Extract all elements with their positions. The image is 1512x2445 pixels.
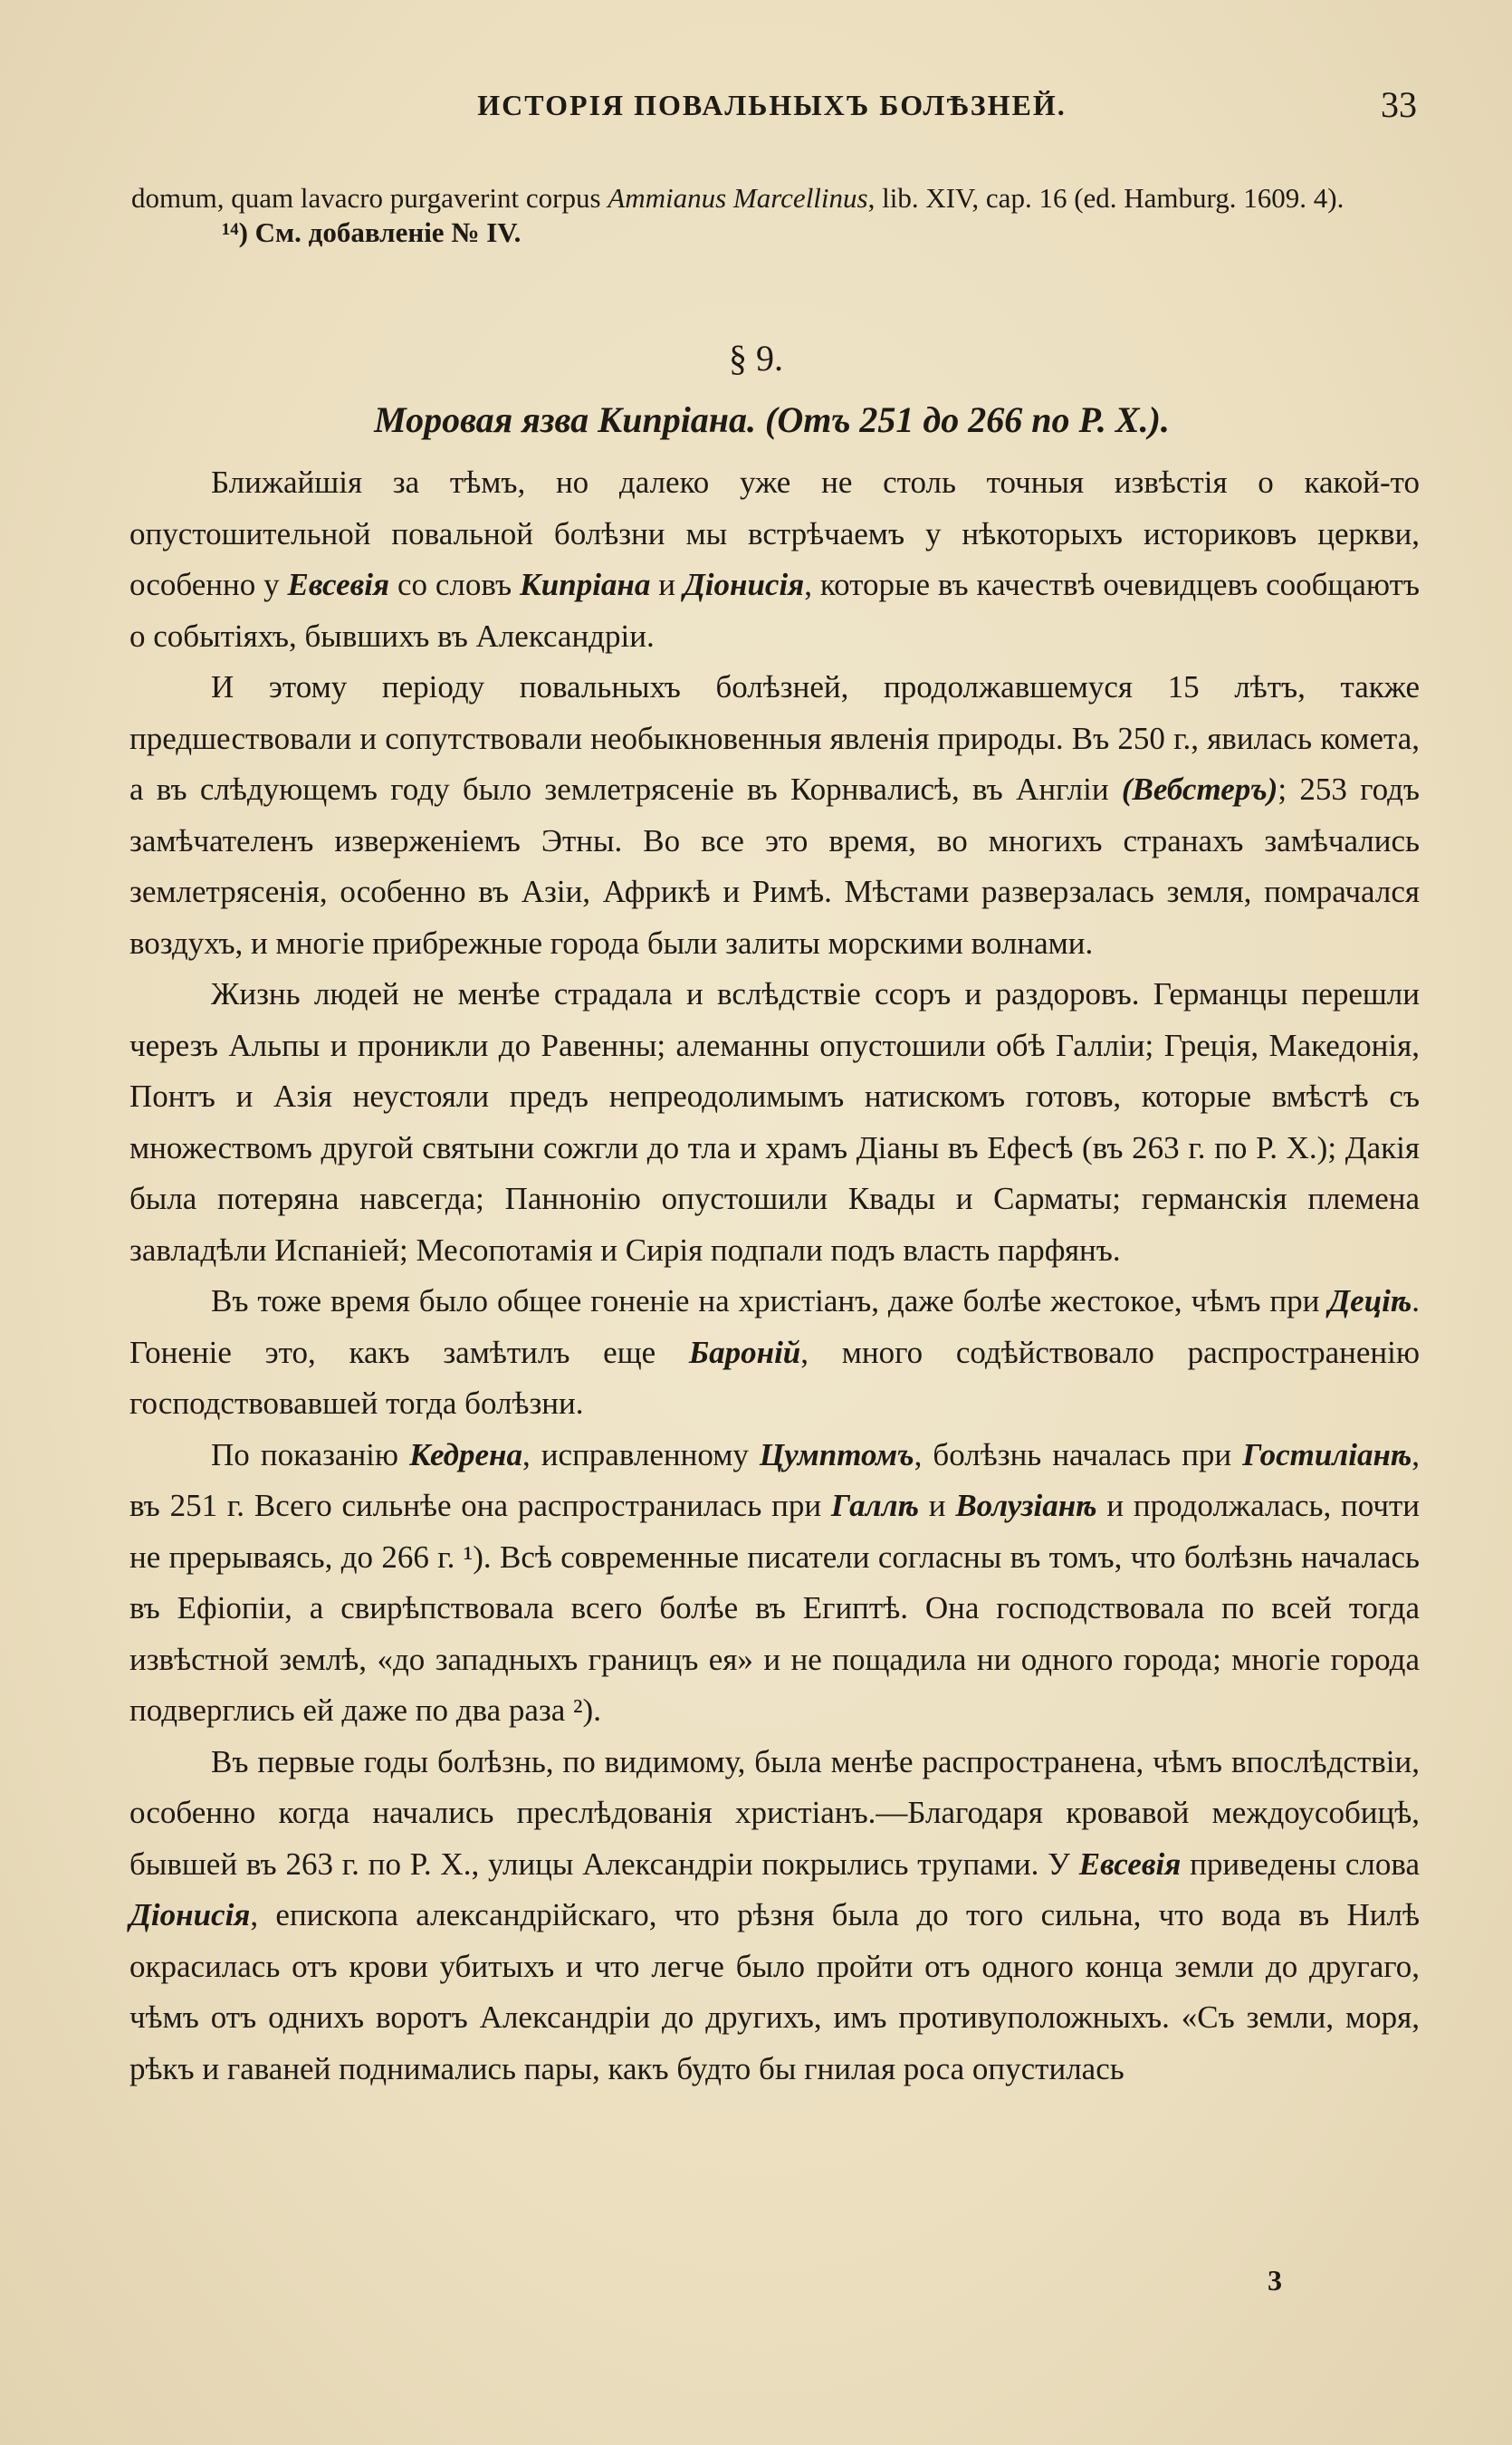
- footnote-continuation: domum, quam lavacro purgaverint corpus Ammianus Marcellinus, lib. XIV, cap. 16 (ed. Hamburg. 1609. 4).: [131, 182, 1345, 214]
- footnote-author: Ammianus Marcellinus: [608, 182, 868, 214]
- paragraph-2: И этому періоду повальныхъ болѣзней, продолжавшемуся 15 лѣтъ, также предшествовали и сопутствовали необыкновенныя явленія природы. Въ 250 г., явилась комета, а въ слѣдующемъ году было землетрясеніе въ Корнвалисѣ, въ Англіи (Вебстеръ); 253 годъ замѣчателенъ изверженіемъ Этны. Во все это время, во многихъ странахъ замѣчались землетрясенія, особенно въ Азіи, Африкѣ и Римѣ. Мѣстами разверзалась земля, помрачался воздухъ, и многіе прибрежные города были залиты морскими волнами.: [129, 669, 1420, 961]
- signature-mark: 3: [1268, 2264, 1282, 2296]
- paragraph-1: Ближайшія за тѣмъ, но далеко уже не столь точныя извѣстія о какой-то опустошительной повальной болѣзни мы встрѣчаемъ у нѣкоторыхъ историковъ церкви, особенно у Евсевія со словъ Кипріана и Діонисія, которые въ качествѣ очевидцевъ сообщаютъ о событіяхъ, бывшихъ въ Александріи.: [129, 465, 1420, 654]
- paragraph-6: Въ первые годы болѣзнь, по видимому, была менѣе распространена, чѣмъ впослѣдствіи, особенно когда начались преслѣдованія христіанъ.—Благодаря кровавой междоусобицѣ, бывшей въ 263 г. по Р. Х., улицы Александріи покрылись трупами. У Евсевія приведены слова Діонисія, епископа александрійскаго, что рѣзня была до того сильна, что вода въ Нилѣ окрасилась отъ крови убитыхъ и что легче было пройти отъ одного конца земли до другаго, чѣмъ отъ однихъ воротъ Александріи до другихъ, имъ противуположныхъ. «Съ земли, моря, рѣкъ и гаваней поднимались пары, какъ будто бы гнилая роса опустилась: [129, 1743, 1420, 2086]
- page-number: 33: [1381, 84, 1417, 125]
- paragraph-3: Жизнь людей не менѣе страдала и вслѣдствіе ссоръ и раздоровъ. Германцы перешли черезъ Альпы и проникли до Равенны; алеманны опустошили обѣ Галліи; Греція, Македонія, Понтъ и Азія неустояли предъ непреодолимымъ натискомъ готовъ, которые вмѣстѣ съ множествомъ другой святыни сожгли до тла и храмъ Діаны въ Ефесѣ (въ 263 г. по Р. Х.); Дакія была потеряна навсегда; Паннонію опустошили Квады и Сарматы; германскія племена завладѣли Испаніей; Месопотамія и Сирія подпали подъ власть парфянъ.: [129, 976, 1420, 1268]
- footnote-14: ¹⁴) См. добавленіе № IV.: [222, 216, 522, 248]
- body-text: [129, 457, 1420, 2095]
- section-mark: § 9.: [729, 338, 783, 379]
- footnotes: [131, 181, 1417, 250]
- paragraph-4: Въ тоже время было общее гоненіе на христіанъ, даже болѣе жестокое, чѣмъ при Деціѣ. Гоненіе это, какъ замѣтилъ еще Бароній, много содѣйствовало распространенію господствовавшей тогда болѣзни.: [129, 1283, 1420, 1421]
- section-title: Моровая язва Кипріана. (Отъ 251 до 266 по Р. Х.).: [374, 399, 1170, 440]
- paragraph-5: По показанію Кедрена, исправленному Цумптомъ, болѣзнь началась при Гостиліанѣ, въ 251 г. Всего сильнѣе она распространилась при Галлѣ и Волузіанѣ и продолжалась, почти не прерываясь, до 266 г. ¹). Всѣ современные писатели согласны въ томъ, что болѣзнь началась въ Ефіопіи, а свирѣпствовала всего болѣе въ Египтѣ. Она господствовала по всей тогда извѣстной землѣ, «до западныхъ границъ ея» и не пощадила ни одного города; многіе города подверглись ей даже по два раза ²).: [129, 1436, 1420, 1728]
- page-header: [127, 84, 1417, 134]
- running-title: ИСТОРІЯ ПОВАЛЬНЫХЪ БОЛѢЗНЕЙ.: [477, 89, 1067, 121]
